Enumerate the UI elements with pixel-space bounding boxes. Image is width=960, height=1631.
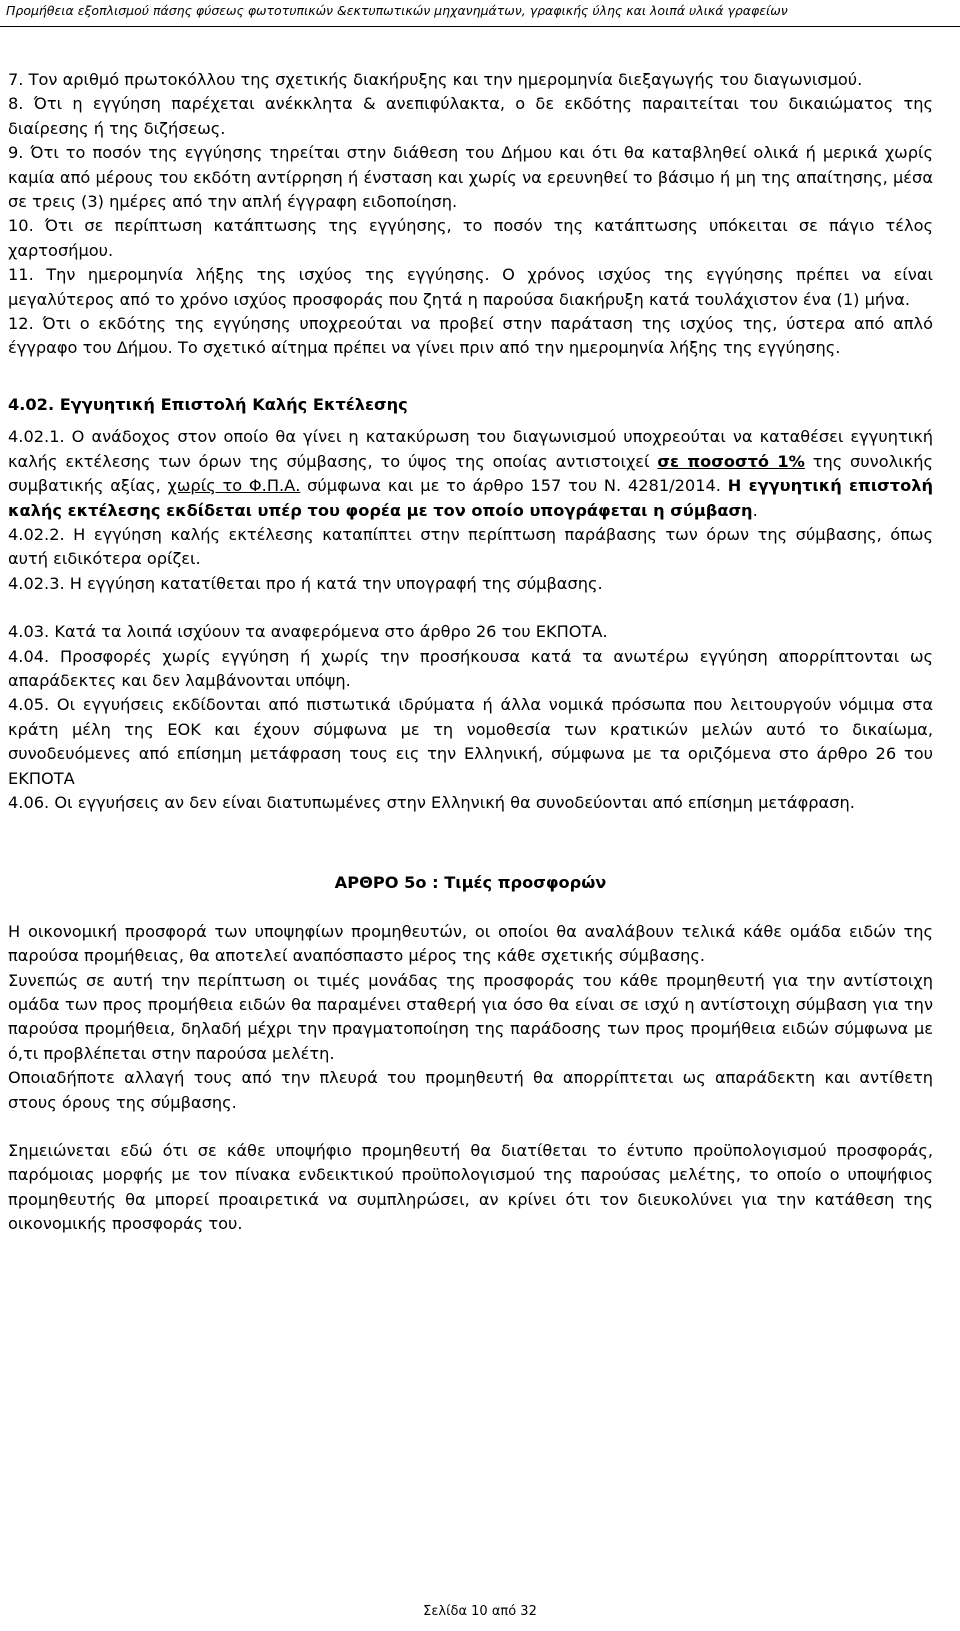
guarantee-item-10: 10. Ότι σε περίπτωση κατάπτωσης της εγγύησης, το ποσόν της κατάπτωσης υπόκειται σε πάγιο τέλος χαρτοσήμου. <box>8 216 933 260</box>
article-5-paragraph-2: Συνεπώς σε αυτή την περίπτωση οι τιμές μονάδας της προσφοράς του κάθε προμηθευτή για την αντίστοιχη ομάδα των προς προμήθεια ειδών θα παραμένει σταθερή για όσο θα είναι σε ισχύ η αντίστοιχη σύμβαση για την παρούσα προμήθεια, δηλαδή μέχρι την πραγματοποίηση της παράδοσης των προς προμήθεια ειδών σύμφωνα με ό,τι προβλέπεται στην παρούσα μελέτη. <box>8 970 933 1063</box>
guarantee-item-8: 8. Ότι η εγγύηση παρέχεται ανέκκλητα & ανεπιφύλακτα, ο δε εκδότης παραιτείται του δικαιώματος της διαίρεσης ή της διζήσεως. <box>8 94 933 138</box>
vat-exclusion-emphasis: χωρίς το Φ.Π.Α. <box>167 476 301 496</box>
section-4-05: 4.05. Οι εγγυήσεις εκδίδονται από πιστωτικά ιδρύματα ή άλλα νομικά πρόσωπα που λειτουργούν νόμιμα στα κράτη μέλη της ΕΟΚ και έχουν σύμφωνα με τη νομοθεσία των κρατικών μελών αυτό το δικαίωμα, συνοδευόμενες από επίσημη μετάφραση τους εις την Ελληνική, σύμφωνα με τα οριζόμενα στο άρθρο 26 του ΕΚΠΟΤΑ <box>8 695 933 788</box>
article-5-paragraph-1: Η οικονομική προσφορά των υποψηφίων προμηθευτών, οι οποίοι θα αναλάβουν τελικά κάθε ομάδα ειδών της παρούσα προμήθειας, θα αποτελεί αναπόσπαστο μέρος της κάθε σχετικής σύμβασης. <box>8 921 933 966</box>
article-5-paragraph-3: Οποιαδήποτε αλλαγή τους από την πλευρά του προμηθευτή θα απορρίπτεται ως απαράδεκτη και αντίθετη στους όρους της σύμβασης. <box>8 1068 933 1112</box>
header-text: Προμήθεια εξοπλισμού πάσης φύσεως φωτοτυπικών &εκτυπωτικών μηχανημάτων, γραφικής ύλης και λοιπά υλικά γραφείων <box>6 3 788 18</box>
section-4-02-2: 4.02.2. Η εγγύηση καλής εκτέλεσης καταπίπτει στην περίπτωση παράβασης των όρων της σύμβασης, όπως αυτή ειδικότερα ορίζει. <box>8 524 933 569</box>
guarantee-item-12: 12. Ότι ο εκδότης της εγγύησης υποχρεούται να προβεί στην παράταση της ισχύος της, ύστερα από απλό έγγραφο του Δήμου. Το σχετικό αίτημα πρέπει να γίνει πριν από την ημερομηνία λήξης της εγγύησης. <box>8 314 933 358</box>
section-4-02-1 <box>8 425 933 523</box>
section-4-02-1-end: . <box>752 500 758 520</box>
section-4-02-heading: 4.02. Εγγυητική Επιστολή Καλής Εκτέλεσης <box>8 394 408 414</box>
section-4-02-1-text-b: της συνολικής συμβατικής αξίας, <box>8 451 933 496</box>
section-4-03: 4.03. Κατά τα λοιπά ισχύουν τα αναφερόμενα στο άρθρο 26 του ΕΚΠΟΤΑ. <box>8 622 608 642</box>
page-number: Σελίδα 10 από 32 <box>423 1604 537 1619</box>
header-divider <box>0 26 960 27</box>
section-4-04: 4.04. Προσφορές χωρίς εγγύηση ή χωρίς την προσήκουσα κατά τα ανωτέρω εγγύηση απορρίπτονται ως απαράδεκτες και δεν λαμβάνονται υπόψη. <box>8 646 933 690</box>
section-4-02-3: 4.02.3. Η εγγύηση κατατίθεται προ ή κατά την υπογραφή της σύμβασης. <box>8 573 603 593</box>
guarantee-item-9: 9. Ότι το ποσόν της εγγύησης τηρείται στην διάθεση του Δήμου και ότι θα καταβληθεί ολικά ή μερικά χωρίς καμία από μέρους του εκδότη αντίρρηση ή ένσταση και χωρίς να ερευνηθεί το βάσιμο ή μη της απαίτησης, μέσα σε τρεις (3) ημέρες από την απλή έγγραφη ειδοποίηση. <box>8 143 933 212</box>
section-4-02-1-text-a: 4.02.1. Ο ανάδοχος στον οποίο θα γίνει η κατακύρωση του διαγωνισμού υποχρεούται να καταθέσει εγγυητική καλής εκτέλεσης των όρων της σύμβασης, το ύψος της οποίας αντιστοιχεί <box>8 427 933 471</box>
percentage-emphasis: σε ποσοστό 1% <box>657 451 805 471</box>
article-5-heading: ΑΡΘΡΟ 5ο : Τιμές προσφορών <box>334 873 607 893</box>
guarantee-item-11: 11. Την ημερομηνία λήξης της ισχύος της εγγύησης. Ο χρόνος ισχύος της εγγύησης πρέπει να είναι μεγαλύτερος από το χρόνο ισχύος προσφοράς που ζητά η παρούσα διακήρυξη κατά τουλάχιστον ένα (1) μήνα. <box>8 265 933 309</box>
issuance-emphasis: Η εγγυητική επιστολή καλής εκτέλεσης εκδίδεται υπέρ του φορέα με τον οποίο υπογράφεται η σύμβαση <box>8 476 933 520</box>
section-4-06: 4.06. Οι εγγυήσεις αν δεν είναι διατυπωμένες στην Ελληνική θα συνοδεύονται από επίσημη μετάφραση. <box>8 792 855 812</box>
document-body <box>8 68 933 1237</box>
document-header <box>0 0 960 18</box>
article-5-paragraph-4: Σημειώνεται εδώ ότι σε κάθε υποψήφιο προμηθευτή θα διατίθεται το έντυπο προϋπολογισμού προσφοράς, παρόμοιας μορφής με τον πίνακα ενδεικτικού προϋπολογισμού της παρούσας μελέτης, το οποίο ο υποψήφιος προμηθευτής θα μπορεί προαιρετικά να συμπληρώσει, αν κρίνει ότι τον διευκολύνει για την κατάθεση της οικονομικής προσφοράς του. <box>8 1141 933 1234</box>
guarantee-item-7: 7. Τον αριθμό πρωτοκόλλου της σχετικής διακήρυξης και την ημερομηνία διεξαγωγής του διαγωνισμού. <box>8 70 863 89</box>
section-4-02-1-text-c: σύμφωνα και με το άρθρο 157 του Ν. 4281/2014. <box>300 476 728 496</box>
